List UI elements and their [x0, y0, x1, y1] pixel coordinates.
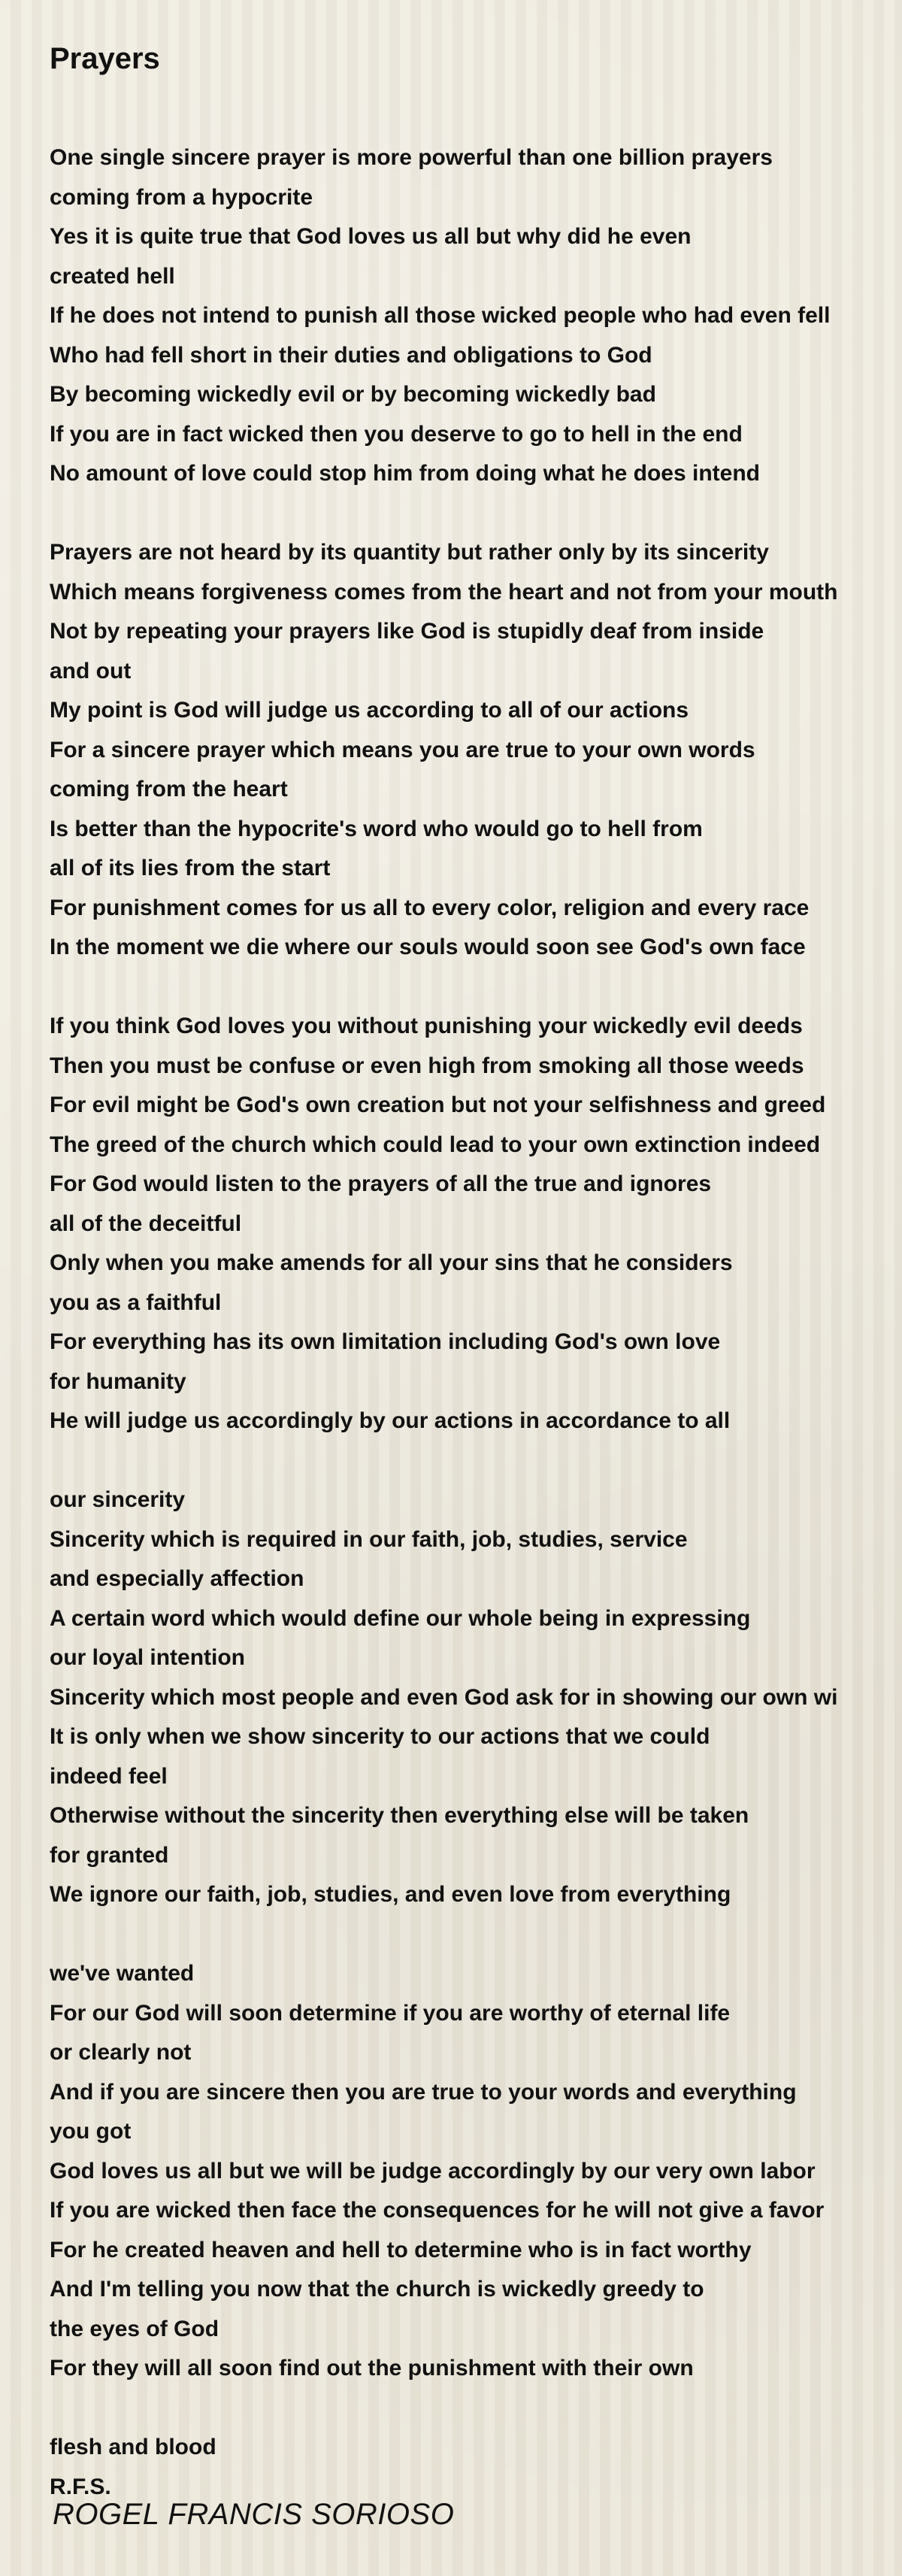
poem-line: If he does not intend to punish all those wicked people who had even fell [50, 303, 831, 328]
poem-line: for humanity [50, 1368, 186, 1394]
poem-line: our loyal intention [50, 1645, 245, 1670]
poem-title: Prayers [50, 42, 160, 75]
poem-line: If you think God loves you without punishing your wickedly evil deeds [50, 1014, 803, 1038]
poem-line: A certain word which would define our whole being in expressing [50, 1605, 751, 1631]
poem-line: He will judge us accordingly by our actions in accordance to all [50, 1408, 731, 1433]
poem-line: No amount of love could stop him from doing what he does intend [50, 461, 760, 486]
poem-line: or clearly not [50, 2040, 192, 2065]
poem-line: flesh and blood [50, 2435, 216, 2459]
poem-line: For our God will soon determine if you are worthy of eternal life [50, 2000, 731, 2026]
poem-line: Otherwise without the sincerity then everything else will be taken [50, 1803, 749, 1828]
poem-line: we've wanted [50, 1961, 195, 1986]
poem-line: Yes it is quite true that God loves us all but why did he even [50, 224, 692, 249]
poem-line: Prayers are not heard by its quantity but rather only by its sincerity [50, 540, 769, 565]
poem-line: It is only when we show sincerity to our actions that we could [50, 1724, 710, 1749]
stanza-break [50, 2389, 891, 2429]
poem-line: Sincerity which is required in our faith, job, studies, service [50, 1526, 688, 1552]
poem-line: And I'm telling you now that the church is wickedly greedy to [50, 2277, 704, 2302]
poem-line: For punishment comes for us all to every color, religion and every race [50, 895, 810, 920]
poem-line: R.F.S. [50, 2474, 111, 2499]
stanza-break [50, 1441, 891, 1481]
stanza-break [50, 494, 891, 534]
poem-line: For a sincere prayer which means you are true to your own words [50, 737, 755, 762]
poem-line: And if you are sincere then you are true to your words and everything [50, 2079, 797, 2105]
poem-line: you as a faithful [50, 1290, 222, 1315]
stanza-break [50, 968, 891, 1008]
poem-line: For he created heaven and hell to determine who is in fact worthy [50, 2237, 752, 2262]
poem-line: Who had fell short in their duties and obligations to God [50, 342, 652, 368]
poem-line: For everything has its own limitation including God's own love [50, 1329, 721, 1354]
poem-line: Sincerity which most people and even God ask for in showing our own wi [50, 1684, 838, 1710]
poem-line: and especially affection [50, 1566, 304, 1591]
poem-line: and out [50, 658, 132, 683]
poem-line: We ignore our faith, job, studies, and even love from everything [50, 1882, 731, 1907]
poem-line: If you are in fact wicked then you deserve to go to hell in the end [50, 421, 743, 447]
poem-line: Which means forgiveness comes from the heart and not from your mouth [50, 579, 838, 605]
poem-line: Is better than the hypocrite's word who would go to hell from [50, 816, 703, 841]
poem-line: For God would listen to the prayers of all the true and ignores [50, 1171, 712, 1196]
poem-line: For they will all soon find out the punishment with their own [50, 2356, 694, 2381]
poem-line: the eyes of God [50, 2316, 219, 2341]
poem-line: God loves us all but we will be judge accordingly by our very own labor [50, 2158, 816, 2184]
poem-line: My point is God will judge us according to all of our actions [50, 698, 689, 723]
poem-line: If you are wicked then face the consequences for he will not give a favor [50, 2198, 825, 2223]
poem-line: you got [50, 2119, 132, 2144]
poem-line: By becoming wickedly evil or by becoming wickedly bad [50, 382, 656, 407]
poem-line: Then you must be confuse or even high from smoking all those weeds [50, 1053, 804, 1078]
poem-line: coming from a hypocrite [50, 184, 313, 210]
poem-line: all of its lies from the start [50, 856, 331, 880]
stanza-break [50, 1915, 891, 1955]
poem-container [50, 30, 891, 2507]
poem-line: coming from the heart [50, 777, 288, 802]
poem-line: Only when you make amends for all your sins that he considers [50, 1250, 733, 1275]
poem-line: indeed feel [50, 1763, 168, 1789]
poem-line: One single sincere prayer is more powerful than one billion prayers [50, 145, 773, 170]
poem-author: ROGEL FRANCIS SORIOSO [53, 2498, 455, 2531]
poem-line: The greed of the church which could lead to your own extinction indeed [50, 1132, 821, 1157]
poem-line: Not by repeating your prayers like God is stupidly deaf from inside [50, 619, 764, 644]
poem-line: In the moment we die where our souls would soon see God's own face [50, 935, 806, 959]
poem-line: our sincerity [50, 1487, 186, 1512]
poem-line: created hell [50, 263, 175, 289]
poem-line: For evil might be God's own creation but not your selfishness and greed [50, 1093, 826, 1117]
poem-line: all of the deceitful [50, 1211, 242, 1236]
poem-line: for granted [50, 1842, 169, 1868]
poem-body [50, 138, 891, 2507]
